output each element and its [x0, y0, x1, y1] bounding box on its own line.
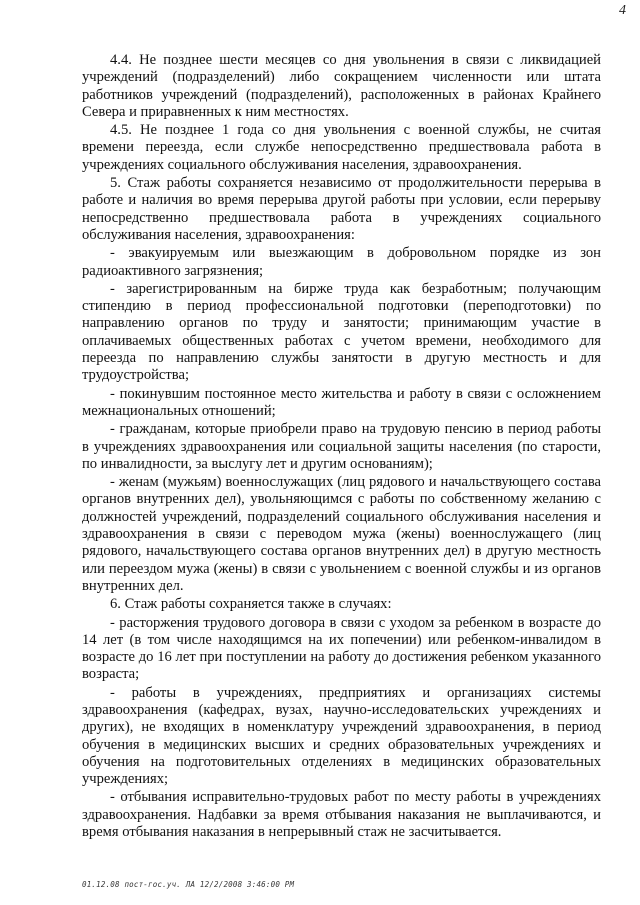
- paragraph-4-5: 4.5. Не позднее 1 года со дня увольнения с военной службы, не считая времени переезда, если службе непосредственно предшествовала работа в учреждениях социального обслуживания населения, здравоохранения.: [82, 122, 601, 173]
- list-item-correctional-work: - отбывания исправительно-трудовых работ по месту работы в учреждениях здравоохранения. Надбавки за время отбывания наказания не выплачиваются, и время отбывания наказания в непрерывный стаж не засчитывается.: [82, 789, 601, 841]
- document-body: [82, 52, 601, 842]
- paragraph-4-4: 4.4. Не позднее шести месяцев со дня увольнения в связи с ликвидацией учреждений (подразделений) либо сокращением численности или штата работников учреждений (подразделений), расположенных в районах Крайнего Севера и приравненных к ним местностях.: [82, 52, 601, 120]
- list-item-pensioners: - гражданам, которые приобрели право на трудовую пенсию в период работы в учреждениях здравоохранения или социальной защиты населения (по старости, по инвалидности, за выслугу лет и другим основаниям);: [82, 421, 601, 472]
- document-footer: 01.12.08 пост-гос.уч. ЛА 12/2/2008 3:46:00 PM: [82, 880, 295, 889]
- paragraph-5: 5. Стаж работы сохраняется независимо от продолжительности перерыва в работе и наличия во время перерыва другой работы при условии, если перерыву непосредственно предшествовала работа в учреждениях социального обслуживания населения, здравоохранения:: [82, 175, 601, 243]
- list-item-relocated: - покинувшим постоянное место жительства и работу в связи с осложнением межнациональных отношений;: [82, 385, 601, 419]
- list-item-evacuated: - эвакуируемым или выезжающим в добровольном порядке из зон радиоактивного загрязнения;: [82, 245, 601, 279]
- list-item-medical-education: - работы в учреждениях, предприятиях и организациях системы здравоохранения (кафедрах, вузах, научно-исследовательских учреждениях и других), не входящих в номенклатуру учреждений здравоохранения, в период обучения в медицинских высших и средних образовательных учреждениях и обучения на подготовительных отделениях в медицинских образовательных учреждениях;: [82, 684, 601, 788]
- paragraph-6: 6. Стаж работы сохраняется также в случаях:: [110, 596, 392, 613]
- list-item-military-spouses: - женам (мужьям) военнослужащих (лиц рядового и начальствующего состава органов внутренних дел), увольняющимся с работы по собственному желанию с должностей учреждений, подразделений социального обслуживания населения и здравоохранения в связи с переводом мужа (жены) военнослужащего (лиц рядового, начальствующего состава органов внутренних дел) в другую местность или переездом мужа (жены) в связи с увольнением с военной службы и из органов внутренних дел.: [82, 474, 601, 594]
- list-item-childcare: - расторжения трудового договора в связи с уходом за ребенком в возрасте до 14 лет (в том числе находящимся на их попечении) или ребенком-инвалидом в возрасте до 16 лет при поступлении на работу до достижения ребенком указанного возраста;: [82, 614, 601, 683]
- list-item-unemployed: - зарегистрированным на бирже труда как безработным; получающим стипендию в период профессиональной подготовки (переподготовки) по направлению органов по труду и занятости; принимающим участие в оплачиваемых общественных работах с учетом времени, необходимого для переезда по направлению службы занятости в другую местность и для трудоустройства;: [82, 280, 601, 384]
- page-number: 4: [619, 3, 626, 18]
